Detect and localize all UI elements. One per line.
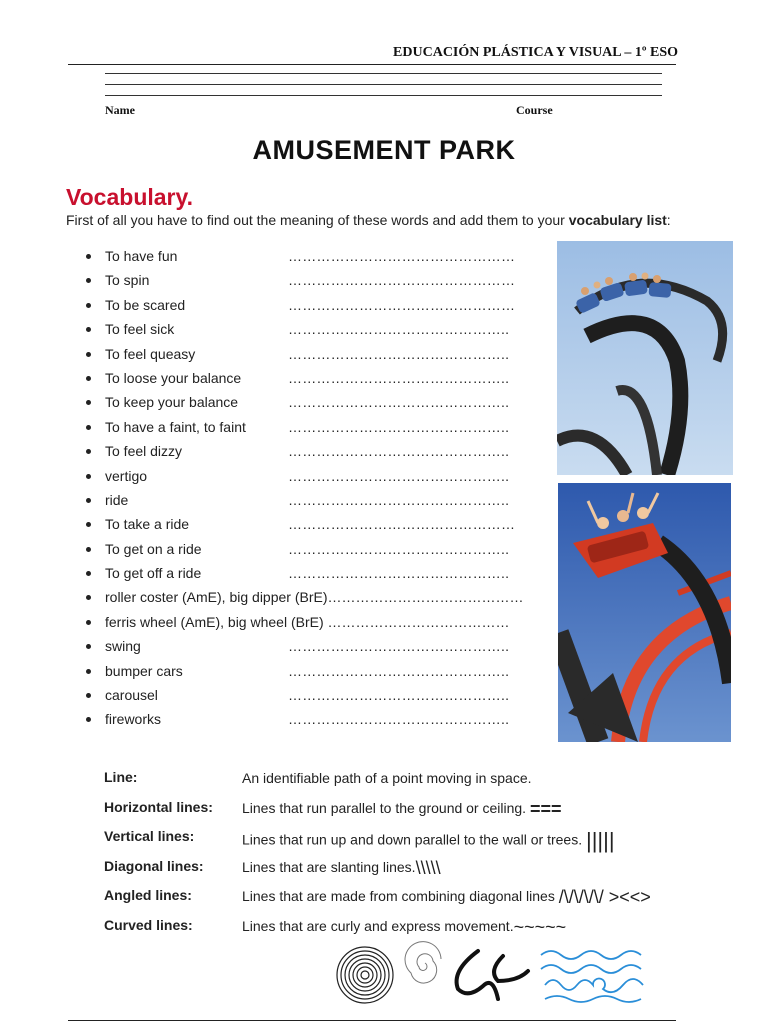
vocab-word: To get off a ride (105, 565, 202, 582)
vocab-word: carousel (105, 687, 158, 704)
vocabulary-intro (66, 212, 671, 228)
horizontal-desc-text: Lines that run parallel to the ground or ceiling. (242, 799, 527, 816)
vocab-word: To loose your balance (105, 369, 242, 386)
answer-blank: ………………………………………… (288, 248, 516, 264)
bullet-icon (86, 693, 91, 698)
bullet-icon (86, 669, 91, 674)
bullet-icon (86, 522, 91, 527)
answer-blank: ……………………………………….. (288, 369, 510, 386)
footer-rule (68, 1020, 676, 1021)
intro-text: First of all you have to find out the meaning of these words and add them to your (66, 212, 569, 228)
answer-blank: ……………………………………….. (288, 491, 510, 508)
vocabulary-heading: Vocabulary. (66, 184, 193, 210)
vocab-word: roller coster (AmE), big dipper (BrE)…………………………………… (105, 589, 524, 606)
vertical-description (242, 828, 615, 854)
bullet-icon (86, 547, 91, 552)
intro-bold: vocabulary list (568, 212, 667, 228)
spiral-icon (405, 942, 441, 983)
concentric-circles-icon (337, 947, 393, 1003)
answer-blank: ………………………………………… (288, 272, 516, 289)
bullet-icon (86, 352, 91, 357)
answer-blank: ……………………………………….. (288, 687, 510, 704)
curved-term: Curved lines: (104, 916, 193, 933)
name-line-1 (105, 73, 662, 74)
curved-description (242, 917, 566, 938)
bullet-icon (86, 303, 91, 308)
bullet-icon (86, 595, 91, 600)
line-drawings (333, 941, 649, 1007)
bullet-icon (86, 644, 91, 649)
bullet-icon (86, 376, 91, 381)
angled-description (242, 887, 651, 908)
bullet-icon (86, 449, 91, 454)
vertical-term: Vertical lines: (104, 828, 195, 844)
vocab-word: To have a faint, to faint (105, 418, 246, 435)
roller-coaster-image (557, 241, 733, 475)
diagonal-description (242, 858, 441, 879)
answer-blank: ……………………………………….. (288, 345, 510, 362)
answer-blank: ……………………………………….. (288, 565, 510, 582)
answer-blank: ……………………………………….. (288, 443, 510, 460)
line-term: Line: (104, 769, 138, 785)
vocab-word: To feel sick (105, 321, 175, 338)
bullet-icon (86, 571, 91, 576)
bullet-icon (86, 425, 91, 430)
roller-coaster-photo-bottom (558, 483, 731, 742)
vocab-word: ride (105, 491, 129, 508)
diagonal-desc-text: Lines that are slanting lines. (242, 858, 416, 875)
vocab-word: To feel queasy (105, 345, 196, 362)
angled-lines-icon: /\/\/\/\/ ><<> (558, 887, 651, 907)
bullet-icon (86, 327, 91, 332)
name-label: Name (105, 103, 135, 117)
vocab-word: To keep your balance (105, 394, 239, 411)
bullet-icon (86, 254, 91, 259)
header-rule (68, 64, 676, 65)
answer-blank: ……………………………………….. (288, 540, 510, 557)
bullet-icon (86, 474, 91, 479)
vocab-word: To spin (105, 272, 150, 289)
line-description (242, 769, 532, 790)
answer-blank: ……………………………………….. (288, 321, 510, 338)
angled-term: Angled lines: (104, 887, 192, 903)
answer-blank: ……………………………………….. (288, 394, 510, 411)
diagonal-lines-icon: \\\\\ (415, 857, 441, 878)
subject-header: EDUCACIÓN PLÁSTICA Y VISUAL – 1º ESO (393, 45, 678, 60)
page-title: AMUSEMENT PARK (252, 135, 516, 165)
name-line-3 (105, 95, 662, 96)
vocab-word: To be scared (105, 296, 186, 313)
curved-line-drawings (333, 941, 649, 1007)
horizontal-description (242, 799, 562, 820)
curved-lines-icon: ~~~~~ (513, 916, 567, 937)
angled-desc-text: Lines that are made from combining diagonal lines (242, 888, 555, 905)
vertical-desc-text: Lines that run up and down parallel to the wall or trees. (242, 831, 583, 848)
vocab-word: To get on a ride (105, 540, 202, 557)
roller-coaster-photo-top (557, 241, 733, 475)
vocab-word: swing (105, 638, 141, 655)
answer-blank: ………………………………………… (288, 296, 516, 313)
answer-blank: ……………………………………….. (288, 418, 510, 435)
bullet-icon (86, 400, 91, 405)
vocab-word: fireworks (105, 711, 162, 728)
red-coaster-image (558, 483, 731, 742)
bullet-icon (86, 620, 91, 625)
answer-blank: ………………………………………… (288, 516, 516, 533)
answer-blank: ……………………………………….. (288, 467, 510, 484)
bullet-icon (86, 278, 91, 283)
vocab-word: ferris wheel (AmE), big wheel (BrE) ………………………………… (105, 613, 510, 630)
bullet-icon (86, 498, 91, 503)
line-desc-text: An identifiable path of a point moving in space. (242, 770, 532, 787)
answer-blank: ……………………………………….. (288, 711, 510, 728)
horizontal-lines-icon: === (529, 798, 562, 819)
curved-desc-text: Lines that are curly and express movement. (242, 917, 514, 934)
vertical-lines-icon: ||||| (586, 828, 615, 853)
vocab-word: To feel dizzy (105, 443, 183, 460)
course-label: Course (516, 103, 553, 117)
vocab-word: To take a ride (105, 516, 190, 533)
horizontal-term: Horizontal lines: (104, 798, 213, 815)
waves-icon (541, 951, 643, 1002)
intro-suffix: : (666, 212, 671, 228)
vocab-word: bumper cars (105, 662, 183, 679)
brush-stroke-icon (457, 951, 528, 999)
vocab-word: vertigo (105, 467, 148, 484)
diagonal-term: Diagonal lines: (104, 857, 204, 874)
answer-blank: ……………………………………….. (288, 638, 510, 655)
answer-blank: ……………………………………….. (288, 662, 510, 679)
name-line-2 (105, 84, 662, 85)
bullet-icon (86, 717, 91, 722)
vocab-word: To have fun (105, 248, 178, 264)
